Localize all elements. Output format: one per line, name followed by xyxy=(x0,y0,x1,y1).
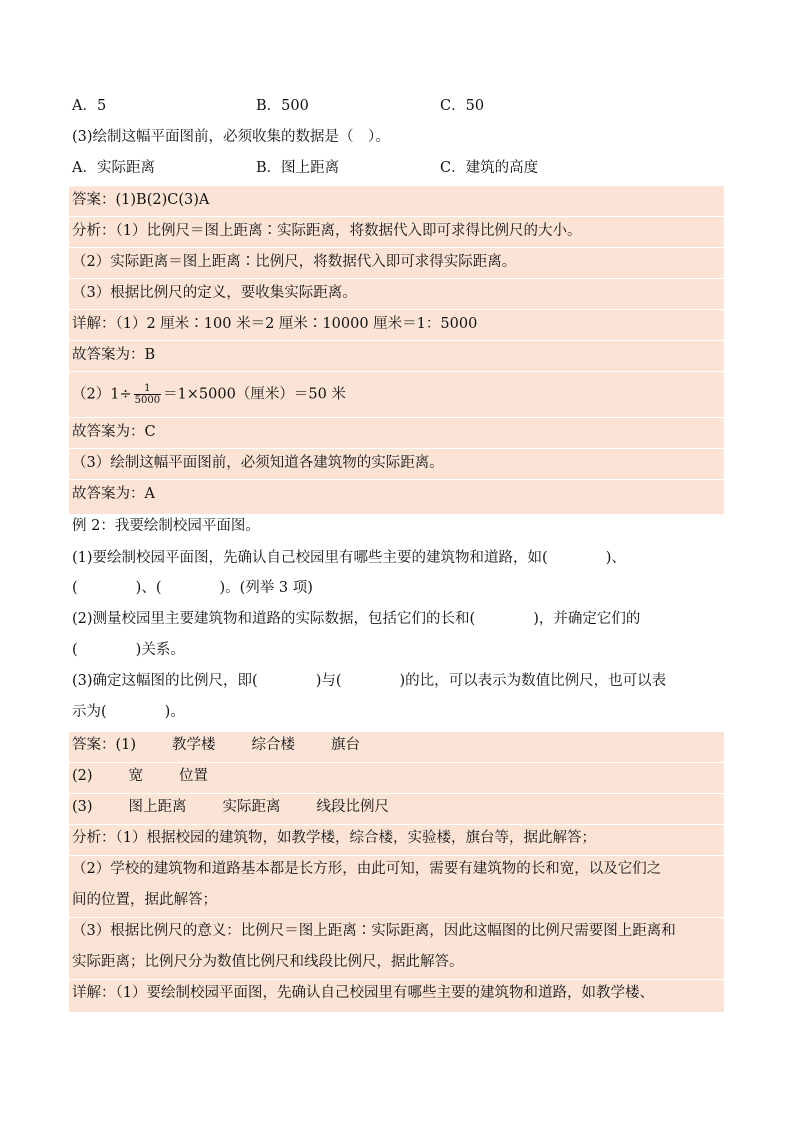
example-q2-line1: (2)测量校园里主要建筑物和道路的实际数据，包括它们的长和( )，并确定它们的 xyxy=(72,611,641,627)
analysis-line: 间的位置，据此解答； xyxy=(72,892,217,908)
example-q1-line1: (1)要绘制校园平面图，先确认自己校园里有哪些主要的建筑物和道路，如( )、 xyxy=(72,550,626,566)
example-q3-line1: (3)确定这幅图的比例尺，即( )与( )的比，可以表示为数值比例尺，也可以表 xyxy=(72,673,667,689)
detail-line: 详解：（1）要绘制校园平面图，先确认自己校园里有哪些主要的建筑物和道路，如教学楼、 xyxy=(72,985,654,1001)
example-q1-line2: ( )、( )。(列举 3 项) xyxy=(72,580,313,596)
option-a: A．实际距离 xyxy=(72,160,155,176)
analysis-line: （3）根据比例尺的定义，要收集实际距离。 xyxy=(72,285,357,301)
example-q3-line2: 示为( )。 xyxy=(72,704,185,720)
result-line: 故答案为：A xyxy=(72,486,155,502)
fraction: $\frac{1}{5000}$ xyxy=(134,383,161,406)
result-line: 故答案为：C xyxy=(72,424,156,440)
answer-line: (3) 图上距离 实际距离 线段比例尺 xyxy=(72,799,390,815)
option-b: B．图上距离 xyxy=(256,160,340,176)
analysis-line: （2）学校的建筑物和道路基本都是长方形，由此可知，需要有建筑物的长和宽，以及它们之 xyxy=(72,861,662,877)
formula-line: （2）1÷ $\frac{1}{5000}$ ＝1×5000（厘米）＝50 米 xyxy=(72,383,346,406)
answer-line: 答案：(1)B(2)C(3)A xyxy=(72,192,210,208)
question-3: (3)绘制这幅平面图前，必须收集的数据是（ ）。 xyxy=(72,129,390,145)
result-line: 故答案为：B xyxy=(72,347,156,363)
analysis-line: （3）根据比例尺的意义：比例尺＝图上距离∶实际距离，因此这幅图的比例尺需要图上距离和 xyxy=(72,923,676,939)
analysis-line: 分析：（1）比例尺＝图上距离∶实际距离，将数据代入即可求得比例尺的大小。 xyxy=(72,223,582,239)
example-q2-line2: ( )关系。 xyxy=(72,642,185,658)
detail-line: 详解：（1）2 厘米∶100 米＝2 厘米∶10000 厘米＝1：5000 xyxy=(72,316,478,332)
option-a: A．5 xyxy=(72,98,107,114)
option-c: C．50 xyxy=(440,98,485,114)
analysis-line: （2）实际距离＝图上距离∶比例尺，将数据代入即可求得实际距离。 xyxy=(72,254,517,270)
answer-line: 答案：(1) 教学楼 综合楼 旗台 xyxy=(72,737,361,753)
answer-line: (2) 宽 位置 xyxy=(72,768,209,784)
option-c: C．建筑的高度 xyxy=(440,160,539,176)
detail-line: （3）绘制这幅平面图前，必须知道各建筑物的实际距离。 xyxy=(72,455,444,471)
analysis-line: 实际距离；比例尺分为数值比例尺和线段比例尺，据此解答。 xyxy=(72,954,464,970)
example-title: 例 2：我要绘制校园平面图。 xyxy=(72,518,260,534)
option-b: B．500 xyxy=(256,98,309,114)
analysis-line: 分析：（1）根据校园的建筑物，如教学楼，综合楼，实验楼，旗台等，据此解答； xyxy=(72,830,596,846)
